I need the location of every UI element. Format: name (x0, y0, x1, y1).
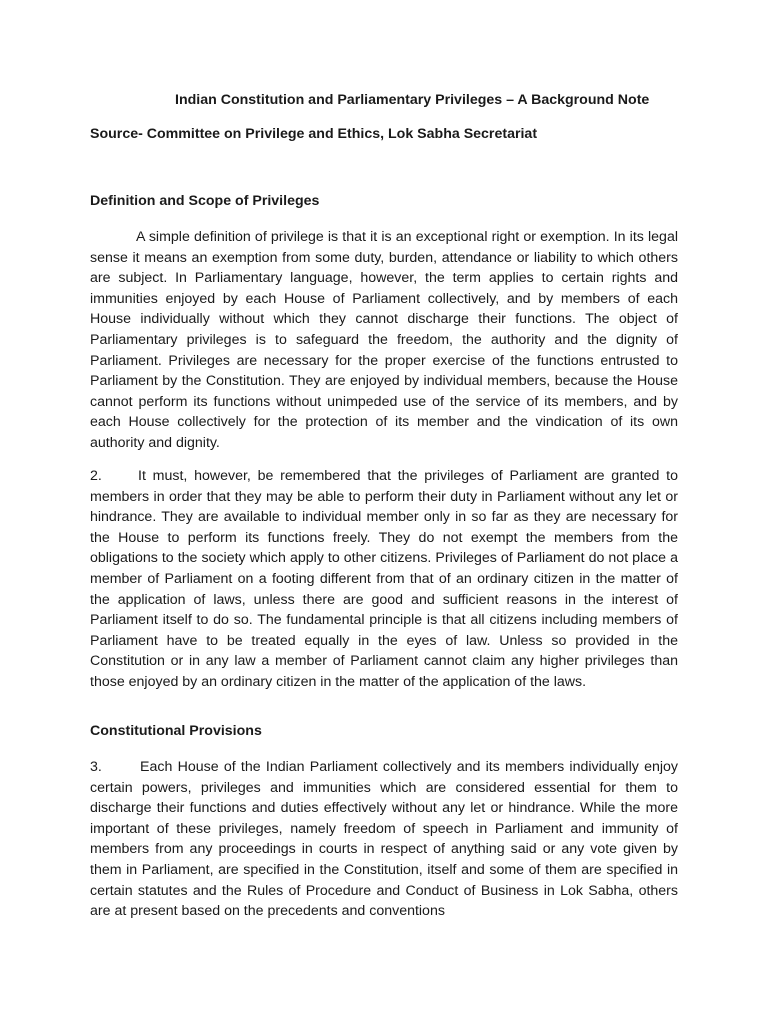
section-heading-definition: Definition and Scope of Privileges (90, 193, 320, 209)
document-source: Source- Committee on Privilege and Ethics, Lok Sabha Secretariat (90, 126, 538, 142)
paragraph-3-number: 3. (90, 759, 102, 775)
paragraph-1 (90, 227, 678, 454)
document-title: Indian Constitution and Parliamentary Privileges – A Background Note (175, 92, 650, 108)
section-heading-constitutional: Constitutional Provisions (90, 723, 262, 739)
paragraph-2-text: It must, however, be remembered that the privileges of Parliament are granted to members in order that they may be able to perform their duty in Parliament without any let or hindrance. They are available to individual member only in so far as they are necessary for the House to perform its functions freely. They do not exempt the members from the obligations to the society which apply to other citizens. Privileges of Parliament do not place a member of Parliament on a footing different from that of an ordinary citizen in the matter of the application of laws, unless there are good and sufficient reasons in the interest of Parliament itself to do so. The fundamental principle is that all citizens including members of Parliament have to be treated equally in the eyes of law. Unless so provided in the Constitution or in any law a member of Parliament cannot claim any higher privileges than those enjoyed by an ordinary citizen in the matter of the application of the laws. (90, 468, 678, 690)
paragraph-2-number: 2. (90, 468, 102, 484)
paragraph-3 (90, 757, 678, 922)
paragraph-2 (90, 466, 678, 693)
paragraph-3-text: Each House of the Indian Parliament collectively and its members individually enjoy certain powers, privileges and immunities which are considered essential for them to discharge their functions and duties effectively without any let or hindrance. While the more important of these privileges, namely freedom of speech in Parliament and immunity of members from any proceedings in courts in respect of anything said or any vote given by them in Parliament, are specified in the Constitution, itself and some of them are specified in certain statutes and the Rules of Procedure and Conduct of Business in Lok Sabha, others are at present based on the precedents and conventions (90, 759, 678, 920)
paragraph-1-text: A simple definition of privilege is that it is an exceptional right or exemption. In its legal sense it means an exemption from some duty, burden, attendance or liability to which others are subject. In Parliamentary language, however, the term applies to certain rights and immunities enjoyed by each House of Parliament collectively, and by members of each House individually without which they cannot discharge their functions. The object of Parliamentary privileges is to safeguard the freedom, the authority and the dignity of Parliament. Privileges are necessary for the proper exercise of the functions entrusted to Parliament by the Constitution. They are enjoyed by individual members, because the House cannot perform its functions without unimpeded use of the service of its members, and by each House collectively for the protection of its member and the vindication of its own authority and dignity. (90, 229, 678, 451)
